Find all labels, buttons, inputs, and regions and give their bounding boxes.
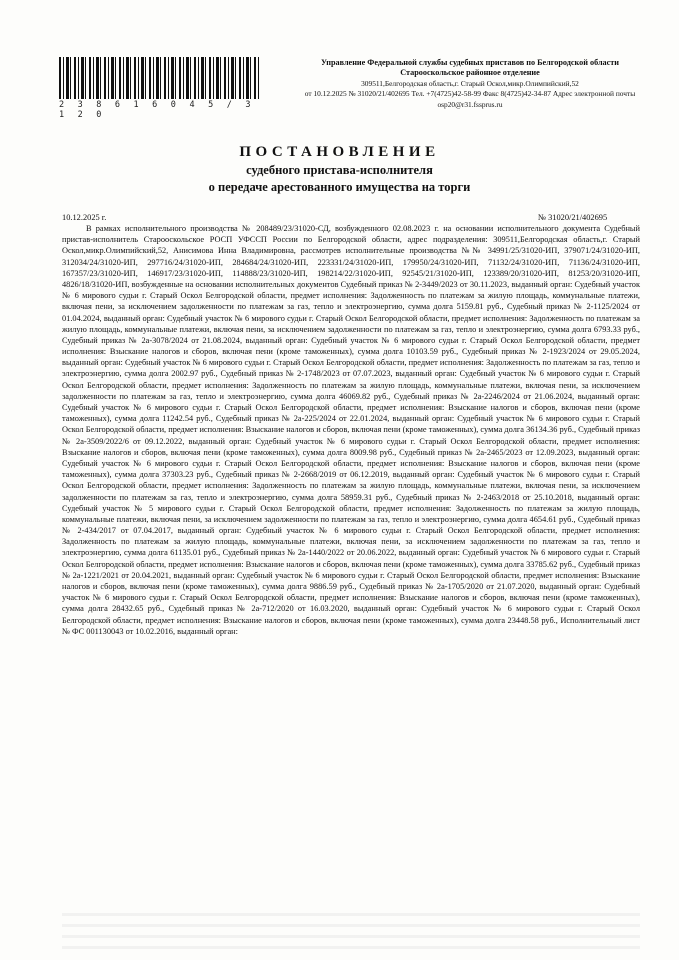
barcode-number: 2 3 8 6 1 6 0 4 5 / 3 1 2 0 — [59, 100, 255, 120]
org-name: Управление Федеральной службы судебных приставов по Белгородской области — [320, 58, 620, 67]
org-address: 309511,Белгородская область,г. Старый Оскол,микр.Олимпийский,52 — [361, 78, 579, 88]
title-line-2: судебного пристава-исполнителя — [246, 163, 433, 177]
body-paragraph: В рамках исполнительного производства № 208489/23/31020-СД, возбужденного 02.08.2023 г. на основании исполнительного документа Судебный пристав-исполнитель Старооскольское РОСП УФССП России по Белгородской области, адрес подразделения: 309511,Белгородская область,г. Старый Оскол,микр.Олимпийский,52, Анисимова Инна Владимировна, рассмотрев исполнительные производства №№ 34991/25/31020-ИП, 379071/24/31020-ИП, 312034/24/31020-ИП, 297716/24/31020-ИП, 284684/24/31020-ИП, 223331/24/31020-ИП, 179950/24/31020-ИП, 71132/24/31020-ИП, 71136/24/31020-ИП, 167357/23/31020-ИП, 146917/23/31020-ИП, 114888/23/31020-ИП, 198214/22/31020-ИП, 92545/21/31020-ИП, 123389/20/31020-ИП, 81253/20/31020-ИП, 4826/18/31020-ИП, возбужденные на основании исполнительных документов Судебный приказ № 2-3449/2023 от 30.11.2023, выданный орган: Судебный участок № 6 мирового судьи г. Старый Оскол Белгородской области, предмет исполнения: Задолженность по платежам за жилую площадь, коммунальные платежи, включая пени, за исключением задолженности по платежам за газ, тепло и электроэнергию, сумма долга 5159.81 руб., Судебный приказ № 2-1125/2024 от 01.04.2024, выданный орган: Судебный участок № 6 мирового судьи г. Старый Оскол Белгородской области, предмет исполнения: Задолженность по платежам за жилую площадь, коммунальные платежи, включая пени, за исключением задолженности по платежам за газ, тепло и электроэнергию, сумма долга 6793.33 руб., Судебный приказ № 2а-3078/2024 от 21.08.2024, выданный орган: Судебный участок № 6 мирового судьи г. Старый Оскол Белгородской области, предмет исполнения: Взыскание налогов и сборов, включая пени (кроме таможенных), сумма долга 10103.59 руб., Судебный приказ № 2-1923/2024 от 29.05.2024, выданный орган: Судебный участок № 6 мирового судьи г. Старый Оскол Белгородской области, предмет исполнения: Задолженность по платежам за газ, тепло и электроэнергию, сумма долга 2002.97 руб., Судебный приказ № 2-1748/2023 от 07.07.2023, выданный орган: Судебный участок № 6 мирового судьи г. Старый Оскол Белгородской области, предмет исполнения: Задолженность по платежам за жилую площадь, коммунальные платежи, включая пени, за исключением задолженности по платежам за газ, тепло и электроэнергию, сумма долга 46069.82 руб., Судебный приказ № 2а-2246/2024 от 21.06.2024, выданный орган: Судебный участок № 6 мирового судьи г. Старый Оскол Белгородской области, предмет исполнения: Взыскание налогов и сборов, включая пени (кроме таможенных), сумма долга 11242.54 руб., Судебный приказ № 2а-225/2024 от 22.01.2024, выданный орган: Судебный участок № 6 мирового судьи г. Старый Оскол Белгородской области, предмет исполнения: Взыскание налогов и сборов, включая пени (кроме таможенных), сумма долга 36134.36 руб., Судебный приказ № 2а-3509/2022/6 от 09.12.2022, выданный орган: Судебный участок № 6 мирового судьи г. Старый Оскол Белгородской области, предмет исполнения: Взыскание налогов и сборов, включая пени (кроме таможенных), сумма долга 8009.98 руб., Судебный приказ № 2а-2465/2023 от 12.09.2023, выданный орган: Судебный участок № 6 мирового судьи г. Старый Оскол Белгородской области, предмет исполнения: Взыскание налогов и сборов, включая пени (кроме таможенных), сумма долга 37303.23 руб., Судебный приказ № 2-2668/2019 от 06.12.2019, выданный орган: Судебный участок № 6 мирового судьи г. Старый Оскол Белгородской области, предмет исполнения: Задолженность по платежам за жилую площадь, коммунальные платежи, включая пени, за исключением задолженности по платежам за газ, тепло и электроэнергию, сумма долга 58959.31 руб., Судебный приказ № 2-2463/2018 от 25.10.2018, выданный орган: Судебный участок № 5 мирового судьи г. Старый Оскол Белгородской области, предмет исполнения: Задолженность по платежам за жилую площадь, коммунальные платежи, включая пени, за исключением задолженности по платежам за газ, тепло и электроэнергию, сумма долга 4654.61 руб., Судебный приказ № 2-434/2017 от 07.04.2017, выданный орган: Судебный участок № 6 мирового судьи г. Старый Оскол Белгородской области, предмет исполнения: Задолженность по платежам за жилую площадь, коммунальные платежи, включая пени, за исключением задолженности по платежам за газ, тепло и электроэнергию, сумма долга 61135.01 руб., Судебный приказ № 2а-1440/2022 от 20.06.2022, выданный орган: Судебный участок № 6 мирового судьи г. Старый Оскол Белгородской области, предмет исполнения: Взыскание налогов и сборов, включая пени (кроме таможенных), сумма долга 33785.62 руб., Судебный приказ № 2а-1221/2021 от 20.04.2021, выданный орган: Судебный участок № 6 мирового судьи г. Старый Оскол Белгородской области, предмет исполнения: Взыскание налогов и сборов, включая пени (кроме таможенных), сумма долга 9886.59 руб., Судебный приказ № 2а-1705/2020 от 21.07.2020, выданный орган: Судебный участок № 6 мирового судьи г. Старый Оскол Белгородской области, предмет исполнения: Взыскание налогов и сборов, включая пени (кроме таможенных), сумма долга 28432.65 руб., Судебный приказ № 2а-712/2020 от 16.03.2020, выданный орган: Судебный участок № 6 мирового судьи г. Старый Оскол Белгородской области, предмет исполнения: Взыскание налогов и сборов, включая пени (кроме таможенных), сумма долга 23448.58 руб., Исполнительный лист № ФС 001130043 от 10.02.2016, выданный орган: — [62, 224, 640, 636]
page-bottom-fade — [62, 913, 640, 953]
letterhead — [285, 58, 655, 110]
document-date: 10.12.2025 г. — [62, 213, 107, 222]
barcode-bars — [59, 57, 259, 99]
title-line-1: ПОСТАНОВЛЕНИЕ — [239, 144, 440, 160]
department-name: Старооскольское районное отделение — [400, 68, 540, 78]
document-title — [0, 142, 679, 196]
document-number: № 31020/21/402695 — [538, 213, 608, 222]
title-line-3: о передаче арестованного имущества на торги — [208, 180, 471, 194]
org-contacts: от 10.12.2025 № 31020/21/402695 Тел. +7(4725)42-58-99 Факс 8(4725)42-34-87 Адрес электронной почты osp20@r31.fssprus.ru — [304, 89, 636, 109]
